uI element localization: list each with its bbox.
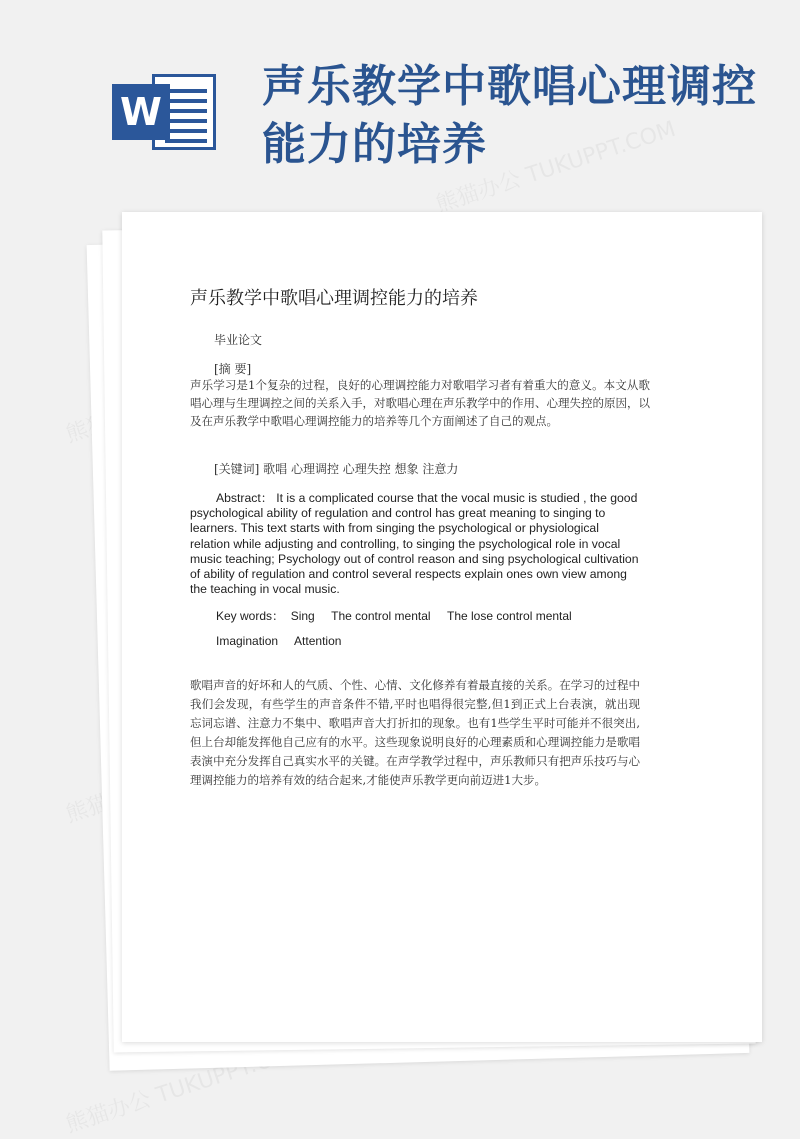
abstract-english [190,491,640,597]
abstract-heading: [摘 要] [214,362,252,376]
document-content [122,212,762,1042]
page-title: 声乐教学中歌唱心理调控能力的培养 [262,61,757,170]
keywords-chinese: [关键词] 歌唱 心理调控 心理失控 想象 注意力 [214,462,459,476]
document-title: 声乐教学中歌唱心理调控能力的培养 [190,288,478,309]
body-paragraph: 歌唱声音的好坏和人的气质、个性、心情、文化修养有着最直接的关系。在学习的过程中我们会发现，有些学生的声音条件不错,平时也唱得很完整,但1到正式上台表演，就出现忘词忘谱、注意力不集中、歌唱声音大打折扣的现象。也有1些学生平时可能并不很突出,但上台却能发挥他自己应有的水平。这些现象说明良好的心理素质和心理调控能力是歌唱表演中充分发挥自己真实水平的关键。在声学教学过程中，声乐教师只有把声乐技巧与心理调控能力的培养有效的结合起来,才能使声乐教学更向前迈进1大步。 [190,678,640,787]
keywords-english-line1: Key words： Sing The control mental The lose control mental [216,609,572,623]
word-document-icon [112,70,220,154]
document-page [122,212,762,1042]
abstract-body: 声乐学习是1个复杂的过程，良好的心理调控能力对歌唱学习者有着重大的意义。本文从歌唱心理与生理调控之间的关系入手，对歌唱心理在声乐教学中的作用、心理失控的原因，以及在声乐教学中歌唱心理调控能力的培养等几个方面阐述了自己的观点。 [190,378,650,428]
abstract-english-text: Abstract： It is a complicated course that the vocal music is studied , the good psychological ability of regulation and control has great meaning to singing to learners. This text starts with from singing the psychological or physiological relation while adjusting and controlling, to singing the psychological role in vocal music teaching; Psychology out of control reason and sing psychological cultivation of ability of regulation and control several respects explain ones own view among the teaching in vocal music. [190,491,639,597]
keywords-english-line2: Imagination Attention [216,634,342,648]
word-w-badge: W [112,84,170,140]
document-subtitle: 毕业论文 [214,333,263,347]
